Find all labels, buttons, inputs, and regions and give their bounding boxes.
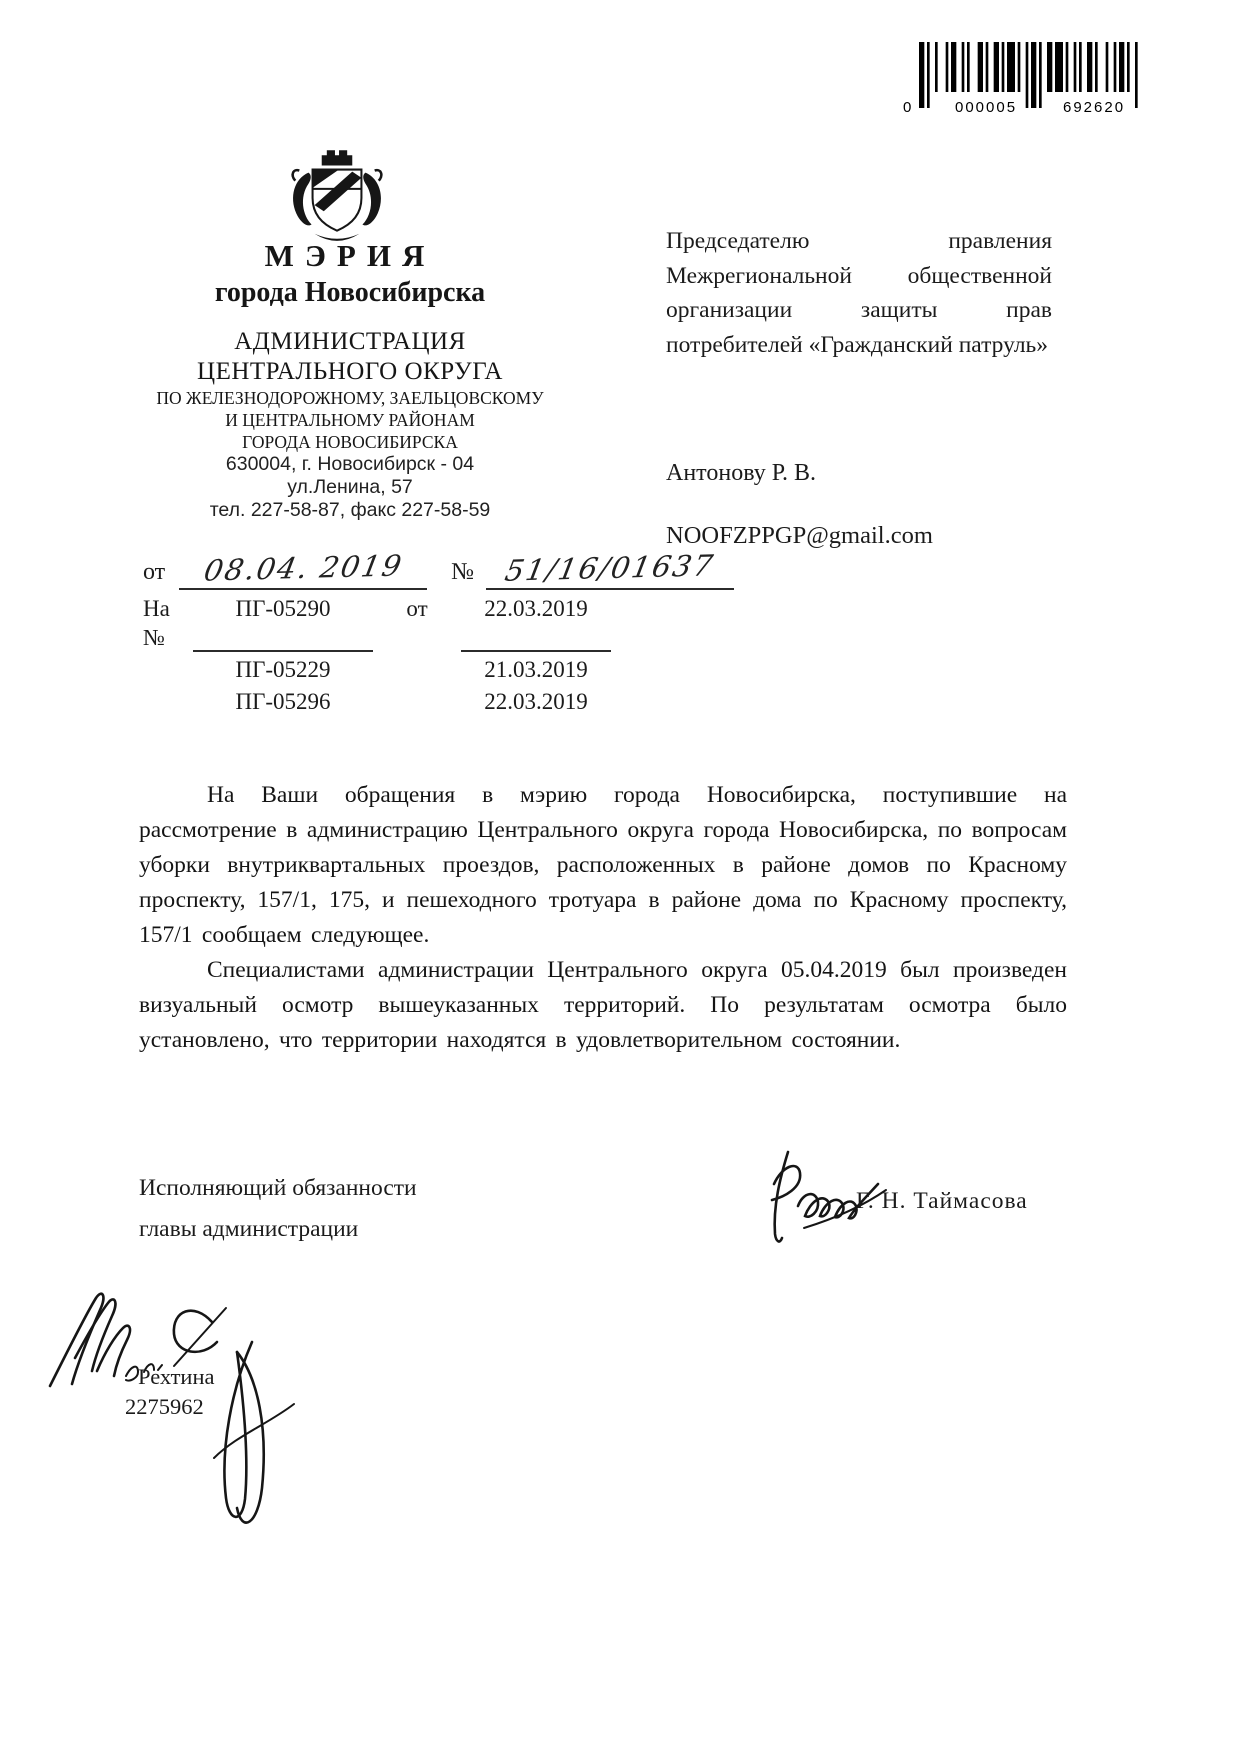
executor-name: Рехтина [138, 1364, 215, 1389]
address-line3: тел. 227-58-87, факс 227-58-59 [209, 499, 491, 521]
ref-date-3: 22.03.2019 [484, 689, 588, 714]
date-field [179, 548, 427, 590]
admin-line2: ЦЕНТРАЛЬНОГО ОКРУГА [197, 358, 503, 385]
handwritten-date: 08.04. 2019 [200, 548, 406, 588]
ref-date-1: 22.03.2019 [461, 594, 611, 652]
ref-from-label: от [406, 596, 428, 621]
barcode-right-digits: 692620 [1063, 99, 1126, 116]
admin-line5: ГОРОДА НОВОСИБИРСКА [242, 432, 458, 452]
recipient-email: NOOFZPPGP@gmail.com [666, 522, 933, 549]
letter-body [139, 778, 1067, 1058]
handwritten-number: 51/16/01637 [502, 548, 718, 588]
address-line2: ул.Ленина, 57 [287, 476, 413, 498]
barcode-middle-digits: 000005 [955, 99, 1018, 116]
signer-name: Г. Н. Таймасова [856, 1188, 1028, 1214]
recipient-address-block: Председателю правления Межрегиональной общественной организации защиты прав потребителей «Гражданский патруль» [666, 228, 1052, 358]
ref-label: На № [143, 596, 170, 650]
signoff-position-line1: Исполняющий обязанности [139, 1175, 417, 1201]
org-title-line1: МЭРИЯ [264, 238, 436, 273]
number-field [486, 548, 734, 590]
ref-number-3: ПГ-05296 [235, 689, 331, 714]
date-from-label: от [143, 559, 166, 585]
executor-phone: 2275962 [125, 1394, 204, 1419]
letterhead [128, 238, 572, 522]
admin-line1: АДМИНИСТРАЦИЯ [234, 328, 466, 355]
ref-number-1: ПГ-05290 [193, 594, 373, 652]
address-line1: 630004, г. Новосибирск - 04 [225, 453, 475, 475]
signoff-position-line2: главы администрации [139, 1216, 359, 1242]
barcode-left-digit: 0 [903, 99, 914, 116]
doc-number-row [143, 548, 763, 596]
body-paragraph-2: Специалистами администрации Центрального округа 05.04.2019 был произведен визуальный осмотр вышеуказанных территорий. По результатам осмотра было установлено, что территории находятся в удовлетворительном состоянии. [139, 957, 1067, 1053]
recipient-name: Антонову Р. В. [666, 460, 817, 486]
body-paragraph-1: На Ваши обращения в мэрию города Новосибирска, поступившие на рассмотрение в администрацию Центрального округа города Новосибирска, по вопросам уборки внутриквартальных проездов, расположенных в районе домов по Красному проспекту, 157/1, 175, и пешеходного тротуара в районе дома по Красному проспекту, 157/1 сообщаем следующее. [139, 782, 1067, 948]
signoff-position [139, 1168, 417, 1250]
barcode [903, 42, 1143, 118]
org-title-line2: города Новосибирска [214, 277, 486, 308]
ref-date-2: 21.03.2019 [484, 657, 588, 682]
admin-line3: ПО ЖЕЛЕЗНОДОРОЖНОМУ, ЗАЕЛЬЦОВСКОМУ [156, 388, 544, 408]
novosibirsk-coat-of-arms-icon [281, 144, 393, 246]
reference-block [143, 594, 611, 716]
number-label: № [451, 559, 475, 585]
ref-number-2: ПГ-05229 [235, 657, 331, 682]
admin-line4: И ЦЕНТРАЛЬНОМУ РАЙОНАМ [225, 410, 475, 430]
